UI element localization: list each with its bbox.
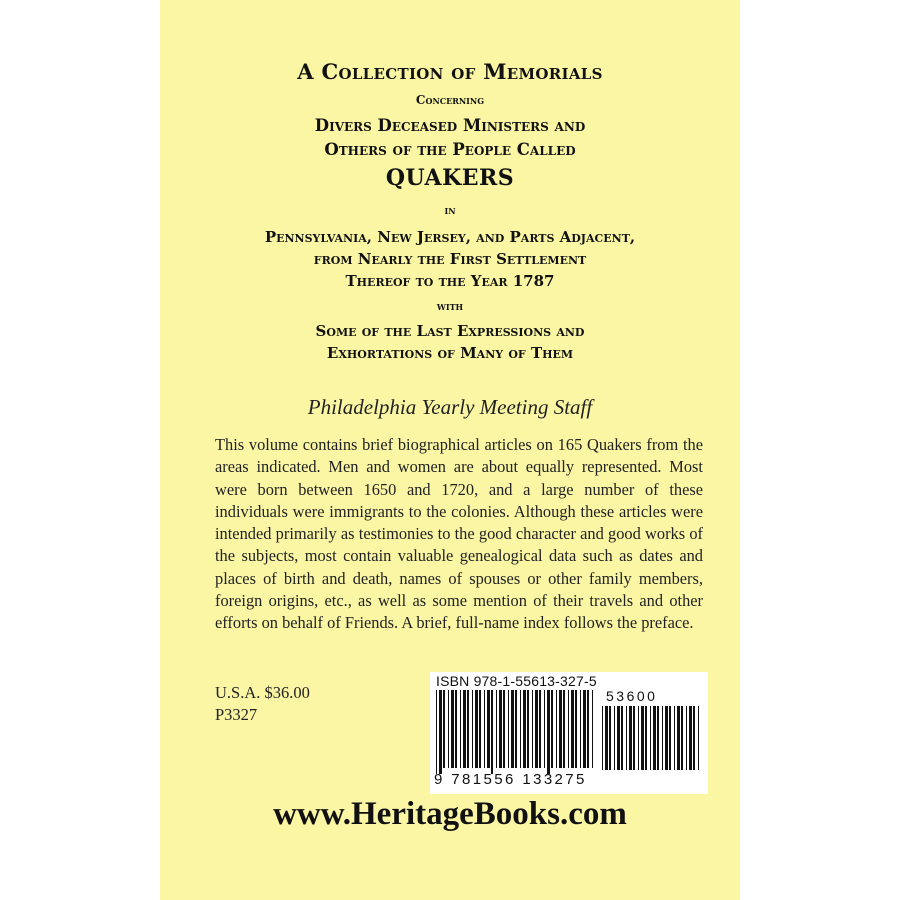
title-line-5: QUAKERS xyxy=(385,165,515,191)
book-back-cover xyxy=(160,0,740,900)
title-line-8: from Nearly the First Settlement xyxy=(313,250,587,268)
isbn-label: ISBN 978-1-55613-327-5 xyxy=(436,673,597,689)
title-line-11: Some of the Last Expressions and xyxy=(315,322,585,340)
barcode-price-code: 53600 xyxy=(606,688,658,704)
title-line-10: with xyxy=(436,299,464,313)
title-block xyxy=(160,58,740,364)
title-line-2: Concerning xyxy=(415,93,485,107)
isbn-barcode xyxy=(430,672,708,794)
title-line-12: Exhortations of Many of Them xyxy=(326,344,574,362)
title-line-3: Divers Deceased Ministers and xyxy=(314,116,586,135)
item-code: P3327 xyxy=(215,705,258,724)
price-block xyxy=(215,682,310,726)
title-line-9: Thereof to the Year 1787 xyxy=(345,272,555,290)
title-line-7: Pennsylvania, New Jersey, and Parts Adjacent, xyxy=(264,228,636,246)
publisher-website: www.HeritageBooks.com xyxy=(273,796,627,832)
book-description: This volume contains brief biographical articles on 165 Quakers from the areas indicated. Men and women are about equally represented. Most were born between 1650 and 1720, and a large number of these individuals were immigrants to the colonies. Although these articles were intended primarily as testimonies to the good character and good works of the subjects, most contain valuable genealogical data such as dates and places of birth and death, names of spouses or other family members, foreign origins, etc., as well as some mention of their travels and other efforts on behalf of Friends. A brief, full-name index follows the preface. xyxy=(215,435,703,633)
author-name: Philadelphia Yearly Meeting Staff xyxy=(307,395,593,419)
title-line-4: Others of the People Called xyxy=(324,140,576,159)
ean-digits: 9 781556 133275 xyxy=(434,771,587,788)
title-line-1: A Collection of Memorials xyxy=(297,59,603,84)
ean-barcode-bars xyxy=(436,690,596,774)
title-line-6: in xyxy=(444,203,456,217)
price-label: U.S.A. $36.00 xyxy=(215,683,310,702)
addon-barcode-bars xyxy=(602,706,702,776)
